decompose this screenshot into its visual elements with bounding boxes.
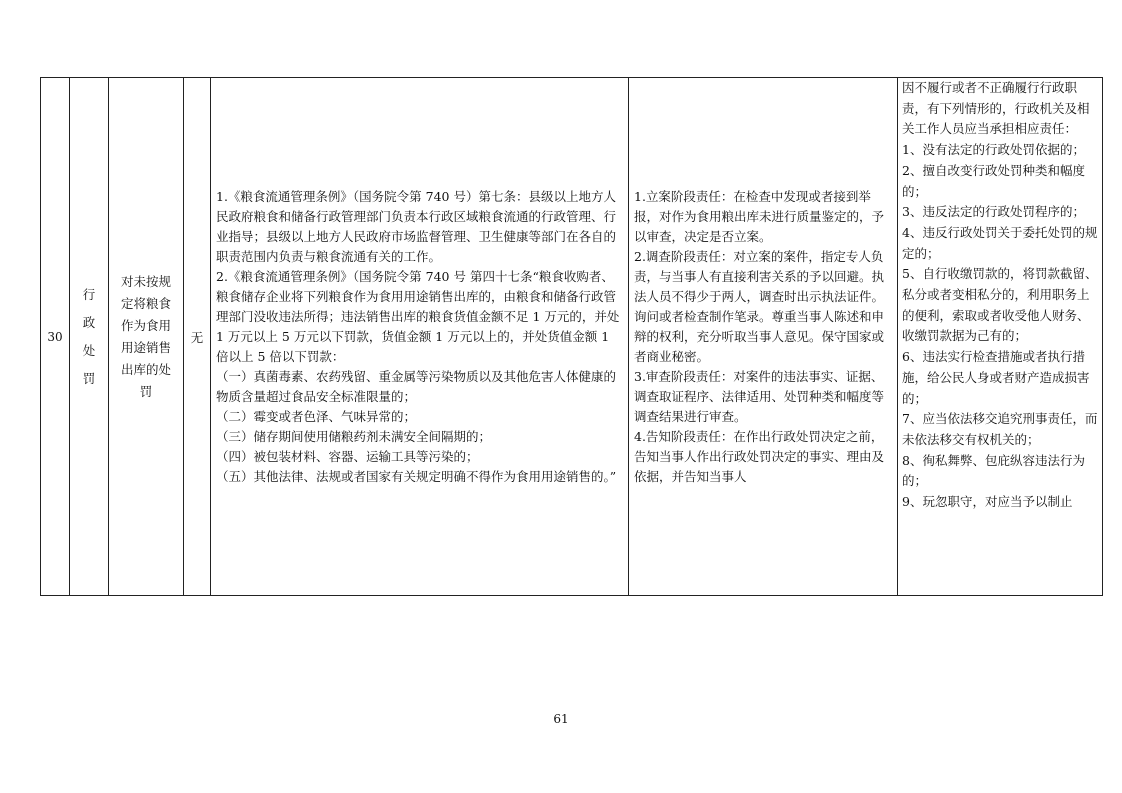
basis-paragraph: （四）被包装材料、容器、运输工具等污染的； <box>216 448 479 464</box>
responsibility-paragraph: 2.调查阶段责任：对立案的案件，指定专人负责，与当事人有直接利害关系的予以回避。执法人员不得少于两人，调查时出示执法证件。询问或者检查制作笔录。尊重当事人陈述和申辩的权利，充分听取当事人意见。保守国家或者商业秘密。 <box>634 248 885 364</box>
basis-paragraph: （五）其他法律、法规或者国家有关规定明确不得作为食用用途销售的。” <box>216 468 617 484</box>
liability-paragraph: 1、没有法定的行政处罚依据的； <box>902 142 1085 158</box>
liability-paragraph: 9、玩忽职守，对应当予以制止 <box>902 494 1073 510</box>
power-type-char: 行 <box>82 286 96 302</box>
table-row <box>41 78 1103 596</box>
basis-paragraph: （一）真菌毒素、农药残留、重金属等污染物质以及其他危害人体健康的物质含量超过食品安全标准限量的； <box>216 368 617 404</box>
liability-paragraph: 因不履行或者不正确履行行政职责，有下列情形的，行政机关及相关工作人员应当承担相应责任： <box>902 80 1090 137</box>
responsibility-cell <box>629 78 898 596</box>
basis-paragraph: （二）霉变或者色泽、气味异常的； <box>216 408 417 424</box>
sub-item-cell <box>184 78 211 596</box>
responsibility-paragraph: 1.立案阶段责任：在检查中发现或者接到举报，对作为食用粮出库未进行质量鉴定的，予以审查，决定是否立案。 <box>634 188 885 244</box>
liability-paragraph: 6、违法实行检查措施或者执行措施，给公民人身或者财产造成损害的； <box>902 349 1090 406</box>
liability-paragraph: 5、自行收缴罚款的，将罚款截留、私分或者变相私分的，利用职务上的便利，索取或者收受他人财务、收缴罚款据为己有的； <box>902 266 1098 344</box>
power-type-char: 罚 <box>82 370 96 386</box>
liability-paragraph: 7、应当依法移交追究刑事责任，而未依法移交有权机关的； <box>902 411 1098 447</box>
liability-paragraph: 2、擅自改变行政处罚种类和幅度的； <box>902 162 1085 199</box>
item-name: 对未按规定将粮食作为食用用途销售出库的处罚 <box>120 273 171 399</box>
liability-paragraph: 8、徇私舞弊、包庇纵容违法行为的； <box>902 452 1085 489</box>
basis-paragraph: 2.《粮食流通管理条例》（国务院令第 740 号 第四十七条“粮食收购者、粮食储存企业将下列粮食作为食用用途销售出库的，由粮食和储备行政管理部门没收违法所得；违法销售出库的粮食货值金额不足 1 万元的，并处 1 万元以上 5 万元以下罚款，货值金额 1 万元以上的，并处货值金额 1 倍以上 5 倍以下罚款： <box>216 268 620 364</box>
legal-basis-cell <box>211 78 629 596</box>
responsibility-paragraph: 3.审查阶段责任：对案件的违法事实、证据、调查取证程序、法律适用、处罚种类和幅度等调查结果进行审查。 <box>634 368 885 424</box>
power-type <box>82 281 96 393</box>
responsibility-paragraph: 4.告知阶段责任：在作出行政处罚决定之前，告知当事人作出行政处罚决定的事实、理由及依据，并告知当事人 <box>634 428 885 484</box>
liability-paragraph: 4、违反行政处罚关于委托处罚的规定的； <box>902 224 1098 261</box>
liability-paragraph: 3、违反法定的行政处罚程序的； <box>902 204 1085 220</box>
row-number-cell <box>41 78 70 596</box>
basis-paragraph: （三）储存期间使用储粮药剂未满安全间隔期的； <box>216 428 492 444</box>
power-type-char: 政 <box>82 314 96 330</box>
sub-item: 无 <box>190 329 204 345</box>
item-name-cell <box>109 78 184 596</box>
power-type-cell <box>70 78 109 596</box>
liability-cell <box>898 78 1103 596</box>
power-list-table <box>40 77 1103 596</box>
power-type-char: 处 <box>82 342 96 358</box>
page-number: 61 <box>553 712 569 726</box>
basis-paragraph: 1.《粮食流通管理条例》（国务院令第 740 号）第七条：县级以上地方人民政府粮食和储备行政管理部门负责本行政区域粮食流通的行政管理、行业指导；县级以上地方人民政府市场监督管理、卫生健康等部门在各自的职责范围内负责与粮食流通有关的工作。 <box>216 188 617 264</box>
row-number: 30 <box>47 329 63 344</box>
